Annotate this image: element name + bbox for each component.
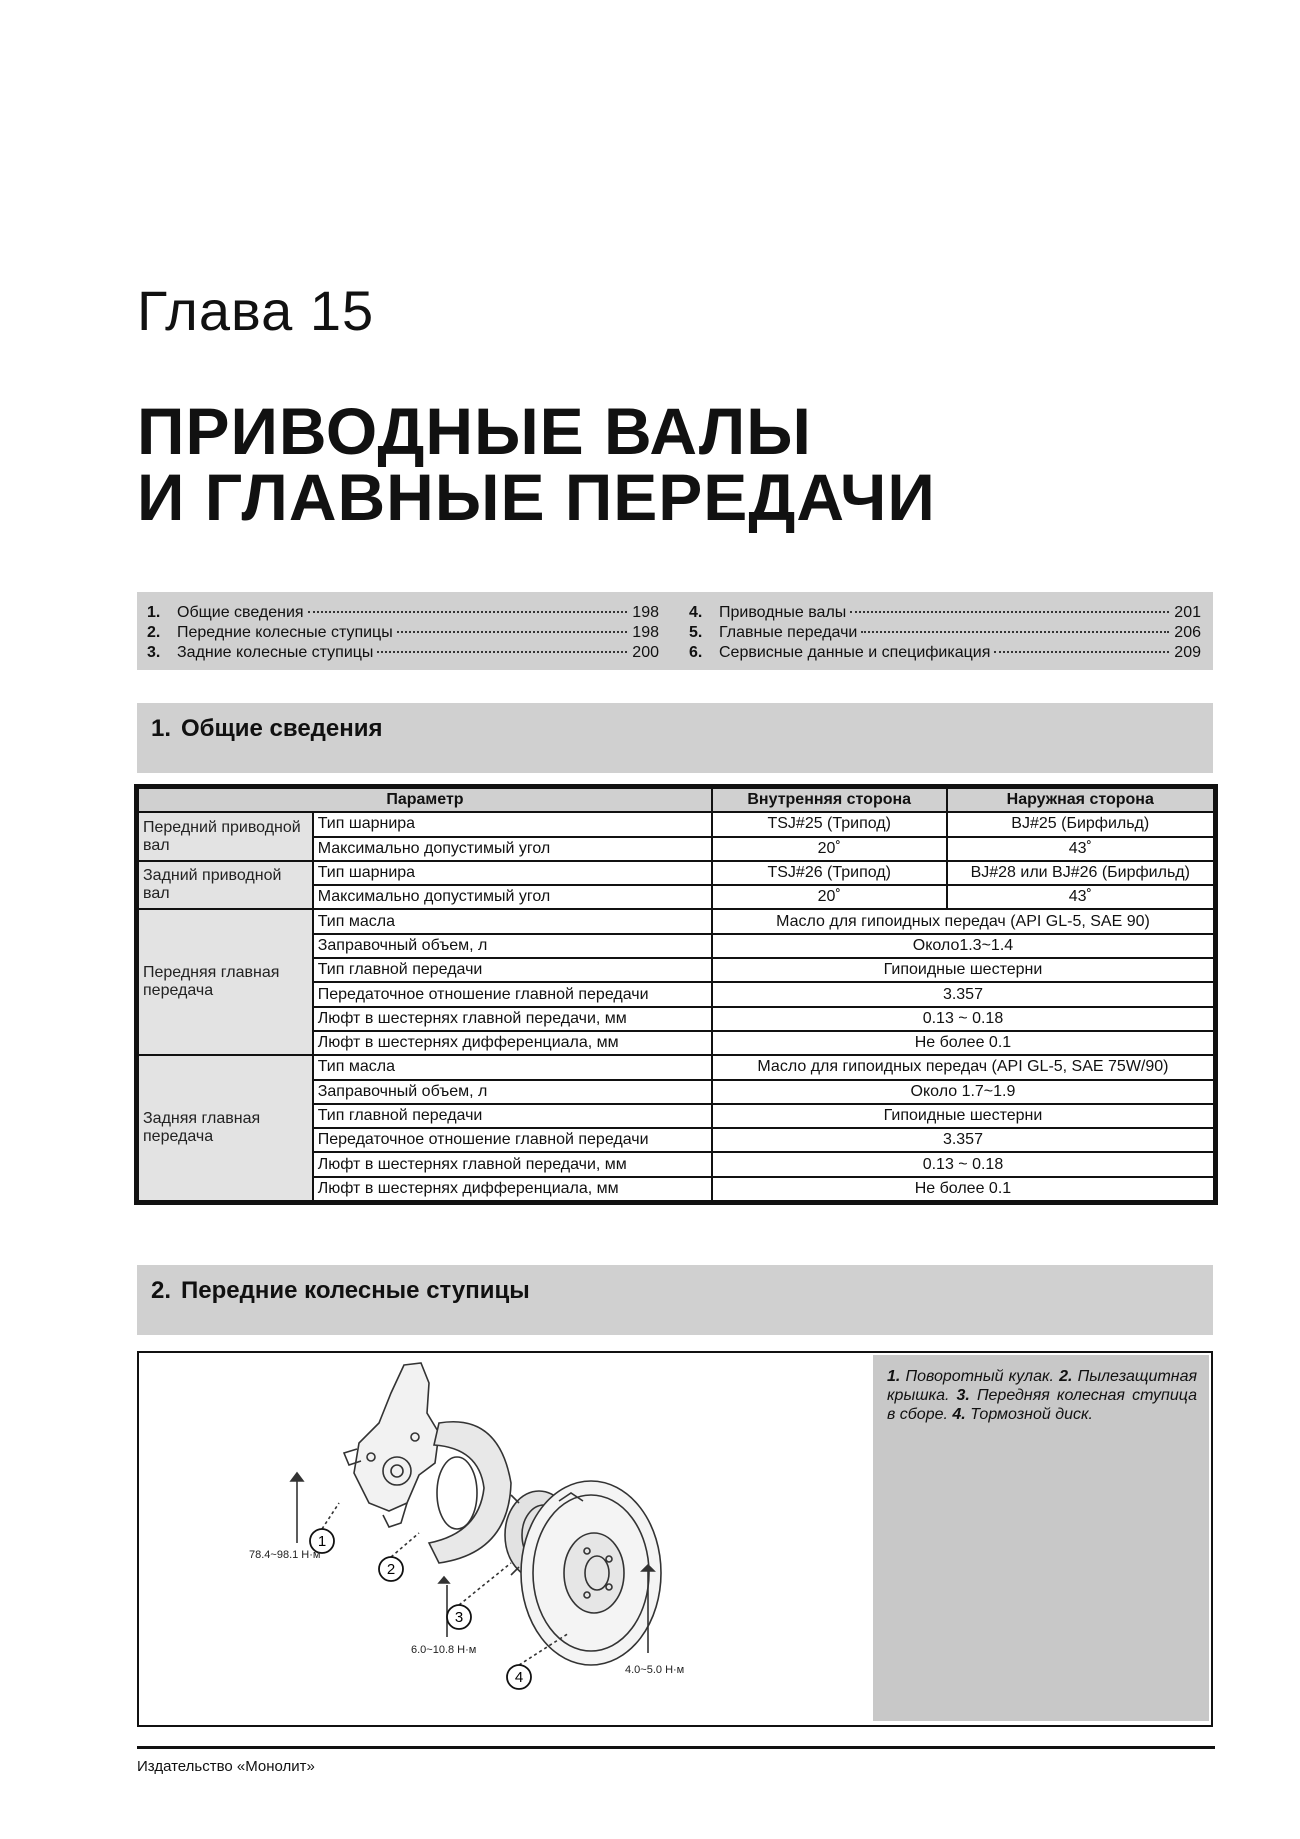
toc-item-page: 200 bbox=[632, 644, 659, 661]
param-cell: Люфт в шестернях главной передачи, мм bbox=[313, 1007, 712, 1031]
outer-cell: 43˚ bbox=[947, 885, 1214, 909]
caption-text: Поворотный кулак. bbox=[905, 1368, 1054, 1385]
header-param: Параметр bbox=[138, 788, 712, 812]
chapter-label: Глава 15 bbox=[137, 279, 375, 342]
torque-label-hub: 6.0~10.8 Н·м bbox=[411, 1644, 477, 1656]
caption-num: 1. bbox=[887, 1368, 901, 1385]
table-row bbox=[138, 812, 1214, 836]
section-2-title bbox=[151, 1277, 530, 1305]
param-cell: Максимально допустимый угол bbox=[313, 837, 712, 861]
caption-num: 3. bbox=[956, 1387, 970, 1404]
chapter-title-line-1: ПРИВОДНЫЕ ВАЛЫ bbox=[137, 394, 812, 468]
param-cell: Тип шарнира bbox=[313, 861, 712, 885]
footer-rule bbox=[137, 1746, 1215, 1749]
toc-item-number: 5. bbox=[689, 624, 703, 641]
toc-item-number: 4. bbox=[689, 604, 703, 621]
param-cell: Тип главной передачи bbox=[313, 958, 712, 982]
toc-item-title: Главные передачи bbox=[719, 624, 858, 641]
toc-left-column bbox=[147, 604, 659, 664]
caption-text: Тормозной диск. bbox=[970, 1406, 1093, 1423]
hub-exploded-diagram bbox=[139, 1353, 869, 1725]
table-row bbox=[138, 1055, 1214, 1079]
toc-item[interactable] bbox=[689, 604, 1201, 624]
toc-right-column bbox=[689, 604, 1201, 664]
toc-item[interactable] bbox=[147, 644, 659, 664]
toc-item-page: 198 bbox=[632, 624, 659, 641]
inner-cell: 20˚ bbox=[712, 837, 947, 861]
callout-4-label: 4 bbox=[514, 1669, 524, 1686]
caption-num: 2. bbox=[1059, 1368, 1073, 1385]
param-cell: Передаточное отношение главной передачи bbox=[313, 982, 712, 1006]
callout-1-label: 1 bbox=[317, 1533, 327, 1550]
param-cell: Люфт в шестернях дифференциала, мм bbox=[313, 1031, 712, 1055]
param-cell: Люфт в шестернях главной передачи, мм bbox=[313, 1152, 712, 1176]
callout-2-label: 2 bbox=[386, 1561, 396, 1578]
toc-leader-dots bbox=[397, 631, 627, 633]
inner-cell: TSJ#26 (Трипод) bbox=[712, 861, 947, 885]
value-cell: Около 1.7~1.9 bbox=[712, 1080, 1214, 1104]
figure-caption-box bbox=[873, 1355, 1209, 1721]
footer-publisher: Издательство «Монолит» bbox=[137, 1758, 315, 1775]
torque-label-disc: 4.0~5.0 Н·м bbox=[625, 1664, 685, 1676]
toc-item[interactable] bbox=[689, 644, 1201, 664]
toc-leader-dots bbox=[861, 631, 1169, 633]
toc-item-number: 6. bbox=[689, 644, 703, 661]
value-cell: 3.357 bbox=[712, 982, 1214, 1006]
outer-cell: BJ#28 или BJ#26 (Бирфильд) bbox=[947, 861, 1214, 885]
toc-leader-dots bbox=[850, 611, 1169, 613]
value-cell: Масло для гипоидных передач (API GL-5, SAE 75W/90) bbox=[712, 1055, 1214, 1079]
toc-item[interactable] bbox=[147, 624, 659, 644]
toc-item-number: 3. bbox=[147, 644, 161, 661]
inner-cell: TSJ#25 (Трипод) bbox=[712, 812, 947, 836]
toc-leader-dots bbox=[308, 611, 627, 613]
toc-leader-dots bbox=[994, 651, 1169, 653]
inner-cell: 20˚ bbox=[712, 885, 947, 909]
group-front-final-drive: Передняя главная передача bbox=[138, 909, 313, 1055]
table-header-row bbox=[138, 788, 1214, 812]
param-cell: Тип масла bbox=[313, 1055, 712, 1079]
value-cell: 3.357 bbox=[712, 1128, 1214, 1152]
toc-item-page: 201 bbox=[1174, 604, 1201, 621]
toc-item-title: Сервисные данные и спецификация bbox=[719, 644, 991, 661]
param-cell: Максимально допустимый угол bbox=[313, 885, 712, 909]
section-number: 2. bbox=[151, 1277, 172, 1304]
group-front-shaft: Передний приводной вал bbox=[138, 812, 313, 861]
value-cell: Не более 0.1 bbox=[712, 1031, 1214, 1055]
param-cell: Заправочный объем, л bbox=[313, 934, 712, 958]
table-row bbox=[138, 861, 1214, 885]
table-row bbox=[138, 909, 1214, 933]
toc-item-number: 1. bbox=[147, 604, 161, 621]
value-cell: Не более 0.1 bbox=[712, 1177, 1214, 1201]
param-cell: Тип масла bbox=[313, 909, 712, 933]
steering-knuckle-drawing bbox=[344, 1363, 439, 1527]
chapter-title bbox=[137, 394, 936, 534]
outer-cell: 43˚ bbox=[947, 837, 1214, 861]
caption-num: 4. bbox=[952, 1406, 966, 1423]
section-1-header bbox=[137, 703, 1213, 773]
section-1-title bbox=[151, 715, 383, 743]
group-rear-final-drive: Задняя главная передача bbox=[138, 1055, 313, 1201]
param-cell: Тип шарнира bbox=[313, 812, 712, 836]
toc-item[interactable] bbox=[689, 624, 1201, 644]
caption-text: Передняя колесная ступица в сборе. bbox=[887, 1387, 1197, 1423]
caption-text: Пылезащитная крышка. bbox=[887, 1368, 1198, 1404]
toc-item-number: 2. bbox=[147, 624, 161, 641]
toc-item-title: Общие сведения bbox=[177, 604, 304, 621]
value-cell: Масло для гипоидных передач (API GL-5, SAE 90) bbox=[712, 909, 1214, 933]
value-cell: 0.13 ~ 0.18 bbox=[712, 1152, 1214, 1176]
toc-item-page: 209 bbox=[1174, 644, 1201, 661]
toc-item-title: Задние колесные ступицы bbox=[177, 644, 374, 661]
toc-item-page: 206 bbox=[1174, 624, 1201, 641]
header-outer: Наружная сторона bbox=[947, 788, 1214, 812]
value-cell: Гипоидные шестерни bbox=[712, 958, 1214, 982]
value-cell: Гипоидные шестерни bbox=[712, 1104, 1214, 1128]
toc-leader-dots bbox=[377, 651, 627, 653]
param-cell: Люфт в шестернях дифференциала, мм bbox=[313, 1177, 712, 1201]
value-cell: Около1.3~1.4 bbox=[712, 934, 1214, 958]
header-inner: Внутренняя сторона bbox=[712, 788, 947, 812]
callout-3-label: 3 bbox=[454, 1609, 464, 1626]
param-cell: Передаточное отношение главной передачи bbox=[313, 1128, 712, 1152]
section-2-header bbox=[137, 1265, 1213, 1335]
param-cell: Заправочный объем, л bbox=[313, 1080, 712, 1104]
outer-cell: BJ#25 (Бирфильд) bbox=[947, 812, 1214, 836]
torque-label-knuckle: 78.4~98.1 Н·м bbox=[249, 1549, 321, 1561]
value-cell: 0.13 ~ 0.18 bbox=[712, 1007, 1214, 1031]
brake-disc-drawing bbox=[521, 1481, 661, 1665]
dust-cover-drawing bbox=[429, 1422, 511, 1563]
figure-caption bbox=[887, 1367, 1197, 1424]
toc-item[interactable] bbox=[147, 604, 659, 624]
group-rear-shaft: Задний приводной вал bbox=[138, 861, 313, 910]
param-cell: Тип главной передачи bbox=[313, 1104, 712, 1128]
toc-item-title: Приводные валы bbox=[719, 604, 847, 621]
section-number: 1. bbox=[151, 715, 172, 742]
toc-item-title: Передние колесные ступицы bbox=[177, 624, 393, 641]
table-of-contents bbox=[137, 592, 1213, 670]
section-title-text: Передние колесные ступицы bbox=[181, 1277, 530, 1304]
spec-table bbox=[137, 787, 1215, 1202]
toc-item-page: 198 bbox=[632, 604, 659, 621]
chapter-title-line-2: И ГЛАВНЫЕ ПЕРЕДАЧИ bbox=[137, 460, 936, 534]
section-title-text: Общие сведения bbox=[181, 715, 383, 742]
